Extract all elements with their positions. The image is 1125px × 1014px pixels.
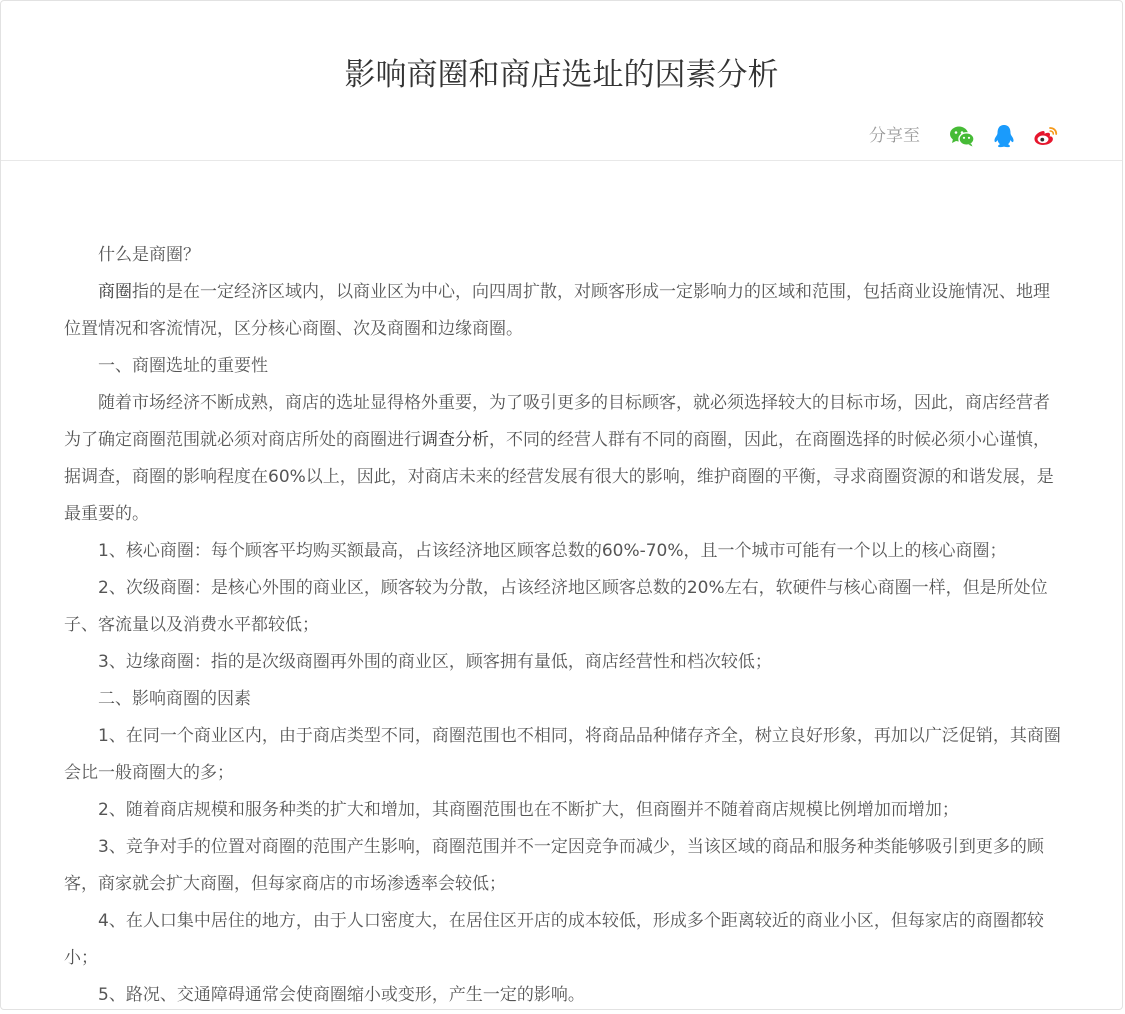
paragraph: 1、在同一个商业区内，由于商店类型不同，商圈范围也不相同，将商品品种储存齐全，树立良好形象，再加以广泛促销，其商圈会比一般商圈大的多； (64, 726, 1061, 783)
paragraph: 2、随着商店规模和服务种类的扩大和增加，其商圈范围也在不断扩大，但商圈并不随着商店规模比例增加而增加； (98, 800, 959, 820)
paragraph: 什么是商圈？ (98, 245, 200, 265)
paragraph: 2、次级商圈：是核心外围的商业区，顾客较为分散，占该经济地区顾客总数的20%左右，软硬件与核心商圈一样，但是所处位子、客流量以及消费水平都较低； (64, 578, 1048, 635)
paragraph: 3、竞争对手的位置对商圈的范围产生影响，商圈范围并不一定因竞争而减少，当该区域的商品和服务种类能够吸引到更多的顾客，商家就会扩大商圈，但每家商店的市场渗透率会较低； (64, 837, 1044, 894)
paragraph: 二、影响商圈的因素 (98, 689, 251, 709)
paragraph: 随着市场经济不断成熟，商店的选址显得格外重要，为了吸引更多的目标顾客，就必须选择较大的目标市场，因此，商店经营者为了确定商圈范围就必须对商店所处的商圈进行调查分析，不同的经营人群有不同的商圈，因此，在商圈选择的时候必须小心谨慎，据调查，商圈的影响程度在60%以上，因此，对商店未来的经营发展有很大的影响，维护商圈的平衡，寻求商圈资源的和谐发展，是最重要的。 (64, 393, 1054, 524)
paragraph: 1、核心商圈：每个顾客平均购买额最高，占该经济地区顾客总数的60%-70%，且一个城市可能有一个以上的核心商圈； (98, 541, 1007, 561)
wechat-icon[interactable] (948, 122, 976, 150)
article-header (1, 1, 1122, 161)
keyword-link[interactable]: 调查分析 (421, 430, 489, 450)
weibo-icon[interactable] (1032, 122, 1060, 150)
article-body (64, 237, 1064, 1014)
article-title: 影响商圈和商店选址的因素分析 (344, 57, 779, 93)
paragraph: 4、在人口集中居住的地方，由于人口密度大，在居住区开店的成本较低，形成多个距离较近的商业小区，但每家店的商圈都较小； (64, 911, 1044, 968)
keyword-link[interactable]: 商圈 (98, 282, 132, 302)
qq-icon[interactable] (990, 122, 1018, 150)
paragraph: 一、商圈选址的重要性 (98, 356, 268, 376)
share-bar (869, 122, 1060, 150)
share-label: 分享至 (869, 126, 920, 146)
paragraph: 商圈指的是在一定经济区域内，以商业区为中心，向四周扩散，对顾客形成一定影响力的区域和范围，包括商业设施情况、地理位置情况和客流情况，区分核心商圈、次及商圈和边缘商圈。 (64, 282, 1050, 339)
paragraph: 5、路况、交通障碍通常会使商圈缩小或变形，产生一定的影响。 (98, 985, 585, 1005)
paragraph: 3、边缘商圈：指的是次级商圈再外围的商业区，顾客拥有量低，商店经营性和档次较低； (98, 652, 772, 672)
